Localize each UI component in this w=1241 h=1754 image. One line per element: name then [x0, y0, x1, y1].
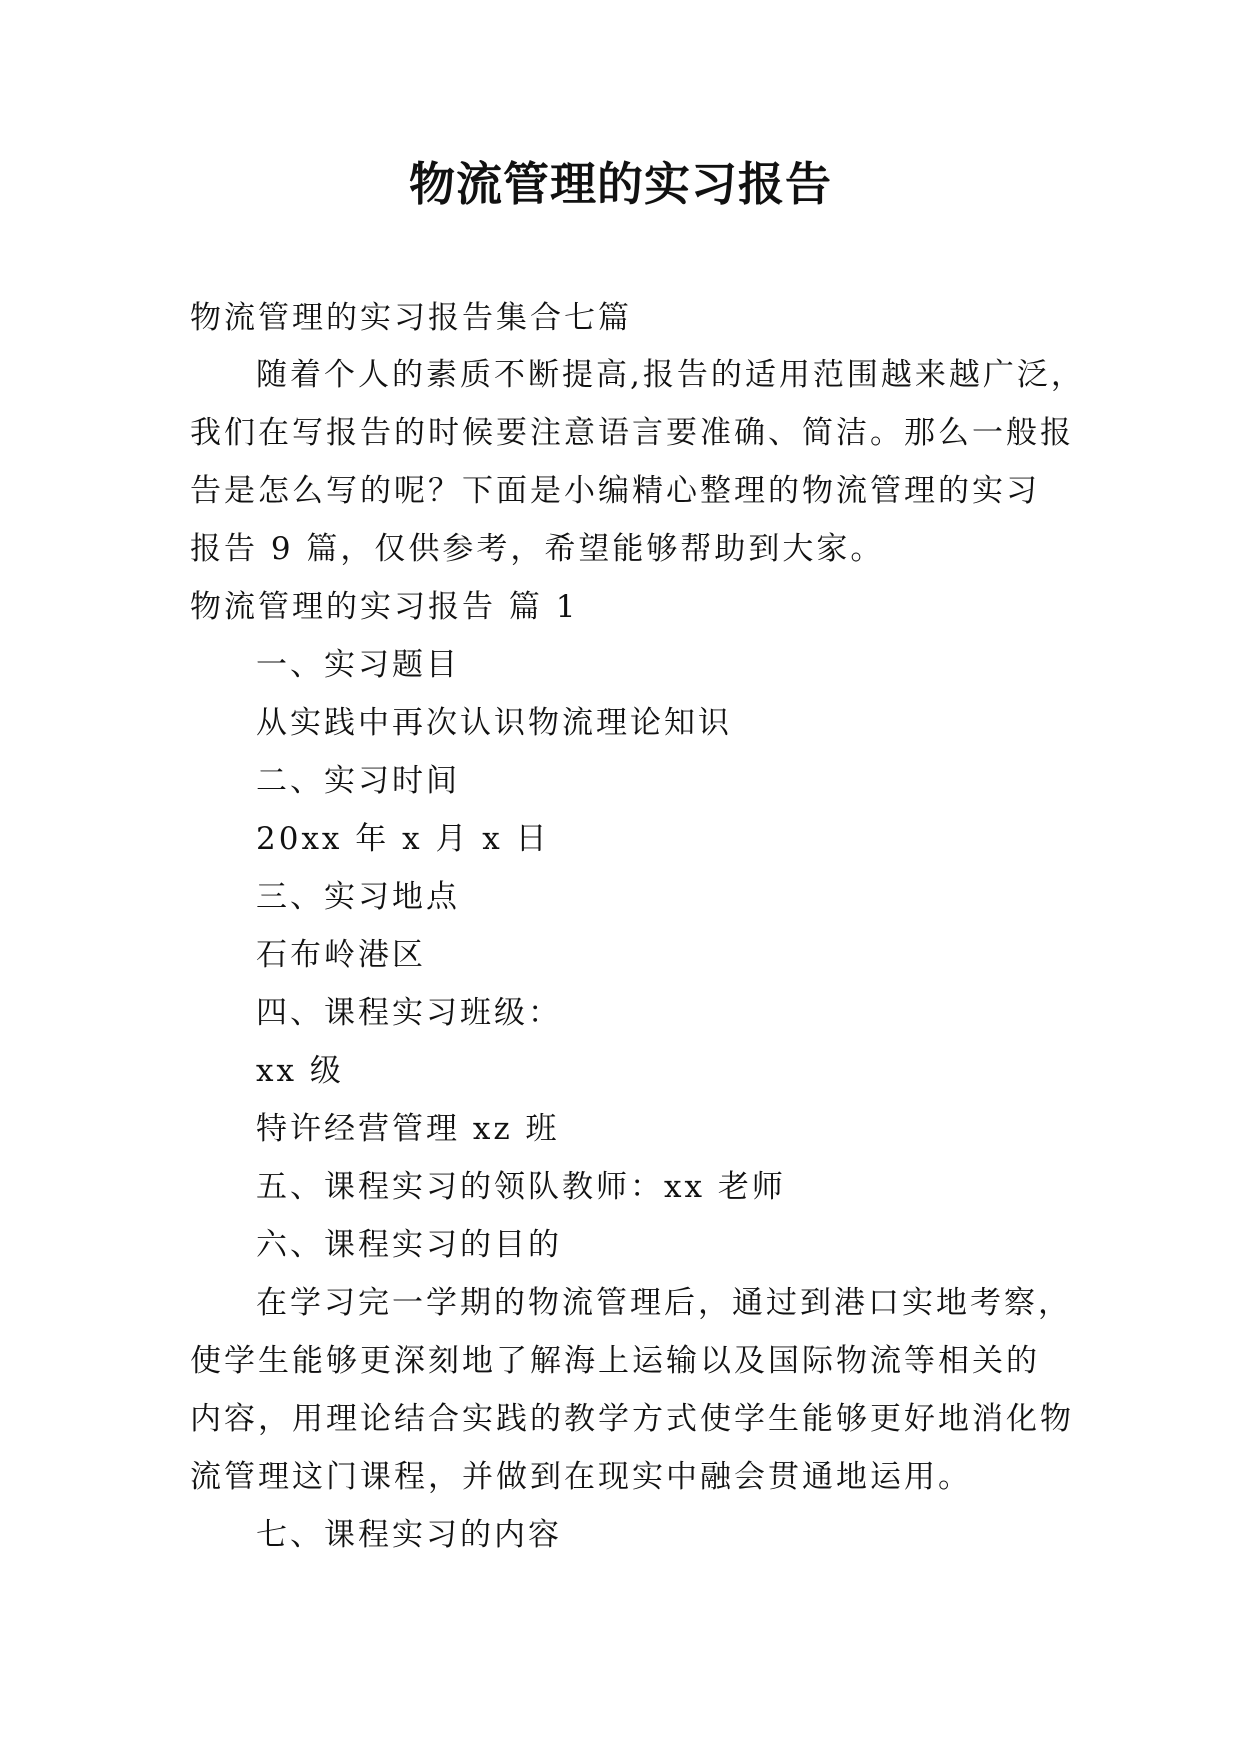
paragraph-line: 报告 9 篇，仅供参考，希望能够帮助到大家。 [190, 531, 885, 567]
item-heading: 五、课程实习的领队教师：xx 老师 [256, 1169, 786, 1205]
paragraph-line: 使学生能够更深刻地了解海上运输以及国际物流等相关的 [190, 1343, 1040, 1379]
paragraph-line: 随着个人的素质不断提高,报告的适用范围越来越广泛， [256, 357, 1085, 393]
item-heading: 二、实习时间 [256, 763, 460, 799]
document-subtitle: 物流管理的实习报告集合七篇 [190, 300, 632, 336]
item-heading: 七、课程实习的内容 [256, 1517, 562, 1553]
item-heading: 六、课程实习的目的 [256, 1227, 562, 1263]
paragraph-line: 告是怎么写的呢？下面是小编精心整理的物流管理的实习 [190, 473, 1040, 509]
item-heading: 三、实习地点 [256, 879, 460, 915]
item-content: 从实践中再次认识物流理论知识 [256, 705, 732, 741]
item-heading: 四、课程实习班级： [256, 995, 562, 1031]
paragraph-line: 在学习完一学期的物流管理后，通过到港口实地考察， [256, 1285, 1072, 1321]
item-content: xx 级 [256, 1053, 344, 1089]
document-title: 物流管理的实习报告 [409, 157, 832, 211]
item-content: 20xx 年 x 月 x 日 [256, 821, 550, 857]
item-content: 特许经营管理 xz 班 [256, 1111, 560, 1147]
paragraph-line: 流管理这门课程，并做到在现实中融会贯通地运用。 [190, 1459, 972, 1495]
item-heading: 一、实习题目 [256, 647, 460, 683]
paragraph-line: 内容，用理论结合实践的教学方式使学生能够更好地消化物 [190, 1401, 1074, 1437]
section-heading: 物流管理的实习报告 篇 1 [190, 589, 579, 625]
item-content: 石布岭港区 [256, 937, 426, 973]
paragraph-line: 我们在写报告的时候要注意语言要准确、简洁。那么一般报 [190, 415, 1074, 451]
